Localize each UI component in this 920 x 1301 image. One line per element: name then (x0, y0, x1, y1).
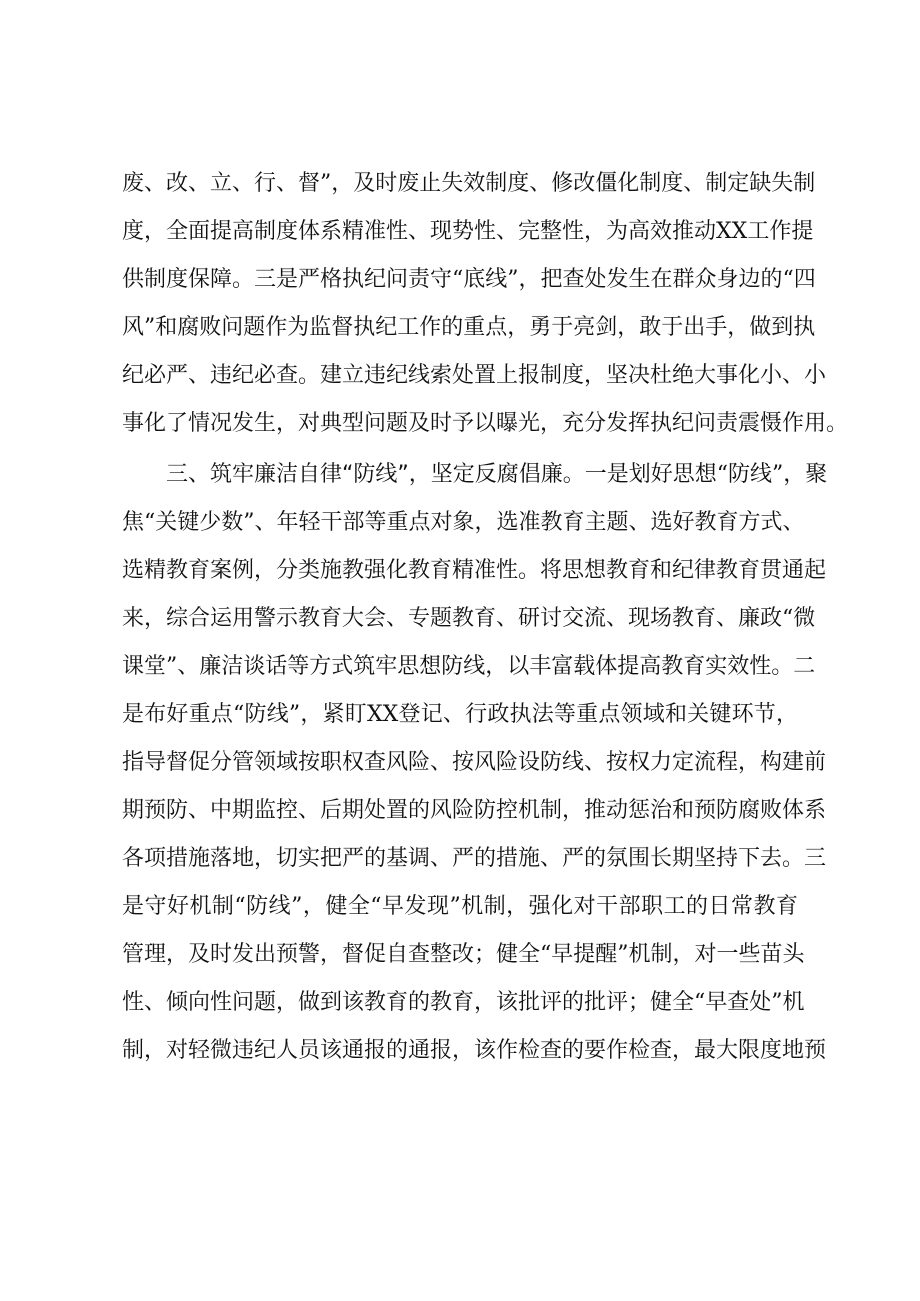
text-line: 各项措施落地，切实把严的基调、严的措施、严的氛围长期坚持下去。三 (122, 846, 827, 871)
text-line: 废、改、立、行、督”，及时废止失效制度、修改僵化制度、制定缺失制 (122, 171, 816, 196)
text-line: 是布好重点“防线”，紧盯XX登记、行政执法等重点领域和关键环节， (122, 702, 798, 727)
text-line: 事化了情况发生，对典型问题及时予以曝光，充分发挥执纪问责震慑作用。 (122, 411, 849, 436)
text-line: 供制度保障。三是严格执纪问责守“底线”，把查处发生在群众身边的“四 (122, 267, 816, 292)
text-line: 管理，及时发出预警，督促自查整改；健全“早提醒”机制，对一些苗头 (122, 942, 805, 967)
section-heading: 三、筑牢廉洁自律“防线”，坚定反腐倡廉。 (166, 462, 585, 487)
text-line: 课堂”、廉洁谈话等方式筑牢思想防线，以丰富载体提高教育实效性。二 (122, 654, 816, 679)
section-heading-line (166, 455, 828, 495)
text-line: 是守好机制“防线”，健全“早发现”机制，强化对干部职工的日常教育 (122, 894, 798, 919)
text-line: 风”和腐败问题作为监督执纪工作的重点，勇于亮剑，敢于出手，做到执 (122, 315, 816, 340)
text-line: 焦“关键少数”、年轻干部等重点对象，选准教育主题、选好教育方式、 (122, 510, 805, 535)
text-line: 制，对轻微违纪人员该通报的通报，该作检查的要作检查，最大限度地预 (122, 1038, 827, 1063)
text-line: 期预防、中期监控、后期处置的风险防控机制，推动惩治和预防腐败体系 (122, 798, 827, 823)
text-span: 一是划好思想“防线”，聚 (584, 462, 828, 487)
text-line: 纪必严、违纪必查。建立违纪线索处置上报制度，坚决杜绝大事化小、小 (122, 363, 827, 388)
text-line: 来，综合运用警示教育大会、专题教育、研讨交流、现场教育、廉政“微 (122, 606, 816, 631)
text-line: 度，全面提高制度体系精准性、现势性、完整性，为高效推动XX工作提 (122, 219, 814, 244)
text-line: 指导督促分管领域按职权查风险、按风险设防线、按权力定流程，构建前 (122, 750, 827, 775)
text-line: 性、倾向性问题，做到该教育的教育，该批评的批评；健全“早查处”机 (122, 990, 805, 1015)
text-line: 选精教育案例，分类施教强化教育精准性。将思想教育和纪律教育贯通起 (122, 558, 827, 583)
